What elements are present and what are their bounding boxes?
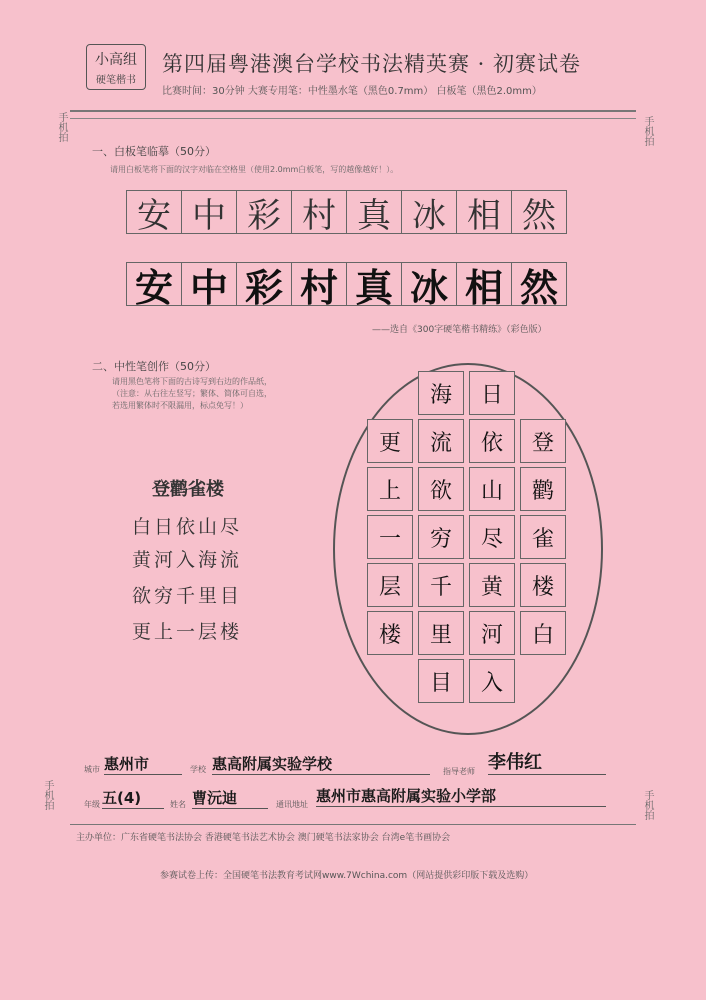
grid-char-cell: 目 <box>418 659 464 703</box>
badge-group: 小高组 <box>95 51 137 68</box>
model-char-cell: 相 <box>456 190 512 234</box>
grid-char-cell: 更 <box>367 419 413 463</box>
grid-char-cell: 依 <box>469 419 515 463</box>
header-divider <box>70 110 636 112</box>
grid-char-cell: 楼 <box>520 563 566 607</box>
grade-value: 五(4) <box>102 787 164 809</box>
side-note-right-bottom: 手机拍 <box>642 790 653 820</box>
section2-heading: 二、中性笔创作（50分） <box>92 360 216 373</box>
model-char-cell: 彩 <box>236 190 292 234</box>
copied-char-row <box>126 262 566 310</box>
grid-char-cell: 入 <box>469 659 515 703</box>
teacher-value: 李伟红 <box>488 748 606 775</box>
address-label: 通讯地址 <box>276 800 308 809</box>
grid-char-cell: 楼 <box>367 611 413 655</box>
grid-char-cell: 一 <box>367 515 413 559</box>
grid-char-cell: 山 <box>469 467 515 511</box>
section2-instructions <box>112 376 272 412</box>
instruction-line: （注意：从右往左竖写；繁体、简体可自选， <box>112 389 272 398</box>
copied-char-cell: 安 <box>126 262 182 306</box>
side-note-left-bottom: 手机拍 <box>42 780 53 810</box>
model-char-cell: 真 <box>346 190 402 234</box>
grid-char-cell: 流 <box>418 419 464 463</box>
instruction-line: 请用黑色笔将下面的古诗写到右边的作品纸， <box>112 377 272 386</box>
city-value: 惠州市 <box>104 753 182 775</box>
section1-heading: 一、白板笔临摹（50分） <box>92 145 216 158</box>
name-value: 曹沅迪 <box>192 787 268 809</box>
name-label: 姓名 <box>170 800 186 809</box>
grid-char-cell: 层 <box>367 563 413 607</box>
model-char-cell: 冰 <box>401 190 457 234</box>
grid-char-cell: 河 <box>469 611 515 655</box>
grid-char-cell: 上 <box>367 467 413 511</box>
grid-char-cell: 黄 <box>469 563 515 607</box>
poem-line: 黄河入海流 <box>132 549 243 571</box>
poem-line: 白日依山尽 <box>132 516 243 538</box>
group-badge <box>86 44 146 90</box>
header-divider-thin <box>70 118 636 119</box>
city-label: 城市 <box>84 765 100 774</box>
grid-char-cell: 欲 <box>418 467 464 511</box>
grid-char-cell: 雀 <box>520 515 566 559</box>
teacher-label: 指导老师 <box>443 767 475 776</box>
grid-char-cell: 尽 <box>469 515 515 559</box>
grid-char-cell: 登 <box>520 419 566 463</box>
model-char-cell: 然 <box>511 190 567 234</box>
side-note-left-top: 手机拍 <box>56 112 67 142</box>
grid-char-cell: 鹳 <box>520 467 566 511</box>
grid-char-cell: 日 <box>469 371 515 415</box>
grade-label: 年级 <box>84 800 100 809</box>
poem-title: 登鹳雀楼 <box>152 479 224 500</box>
grid-char-cell: 海 <box>418 371 464 415</box>
badge-style: 硬笔楷书 <box>96 74 136 86</box>
copied-char-cell: 然 <box>511 262 567 306</box>
upload-line: 参赛试卷上传：全国硬笔书法教育考试网www.7Wchina.com（网站提供彩印版下载及选购） <box>160 871 534 881</box>
poem-line: 欲穷千里目 <box>132 585 243 607</box>
school-label: 学校 <box>190 765 206 774</box>
poem-line: 更上一层楼 <box>132 621 243 643</box>
model-char-cell: 安 <box>126 190 182 234</box>
source-note: ——选自《300字硬笔楷书精练》（彩色版） <box>372 325 547 335</box>
copied-char-cell: 彩 <box>236 262 292 306</box>
grid-char-cell: 白 <box>520 611 566 655</box>
grid-char-cell: 里 <box>418 611 464 655</box>
address-value: 惠州市惠高附属实验小学部 <box>316 785 606 807</box>
grid-char-cell: 穷 <box>418 515 464 559</box>
copied-char-cell: 中 <box>181 262 237 306</box>
grid-char-cell: 千 <box>418 563 464 607</box>
copied-char-cell: 相 <box>456 262 512 306</box>
model-char-row <box>126 190 566 234</box>
page-subtitle: 比赛时间：30分钟 大赛专用笔：中性墨水笔（黑色0.7mm） 白板笔（黑色2.0mm） <box>162 86 542 97</box>
instruction-line: 若选用繁体时不限漏用，标点免写！） <box>112 401 248 410</box>
organizers-line: 主办单位：广东省硬笔书法协会 香港硬笔书法艺术协会 澳门硬笔书法家协会 台湾e笔书画协会 <box>76 833 451 843</box>
page-title: 第四届粤港澳台学校书法精英赛 · 初赛试卷 <box>162 52 582 76</box>
copied-char-cell: 真 <box>346 262 402 306</box>
model-char-cell: 村 <box>291 190 347 234</box>
copied-char-cell: 村 <box>291 262 347 306</box>
school-value: 惠高附属实验学校 <box>212 753 430 775</box>
copied-char-cell: 冰 <box>401 262 457 306</box>
section1-instruction: 请用白板笔将下面的汉字对临在空格里（使用2.0mm白板笔，写的越像越好！）。 <box>110 165 399 174</box>
side-note-right-top: 手机拍 <box>642 116 653 146</box>
footer-divider <box>70 824 636 825</box>
model-char-cell: 中 <box>181 190 237 234</box>
